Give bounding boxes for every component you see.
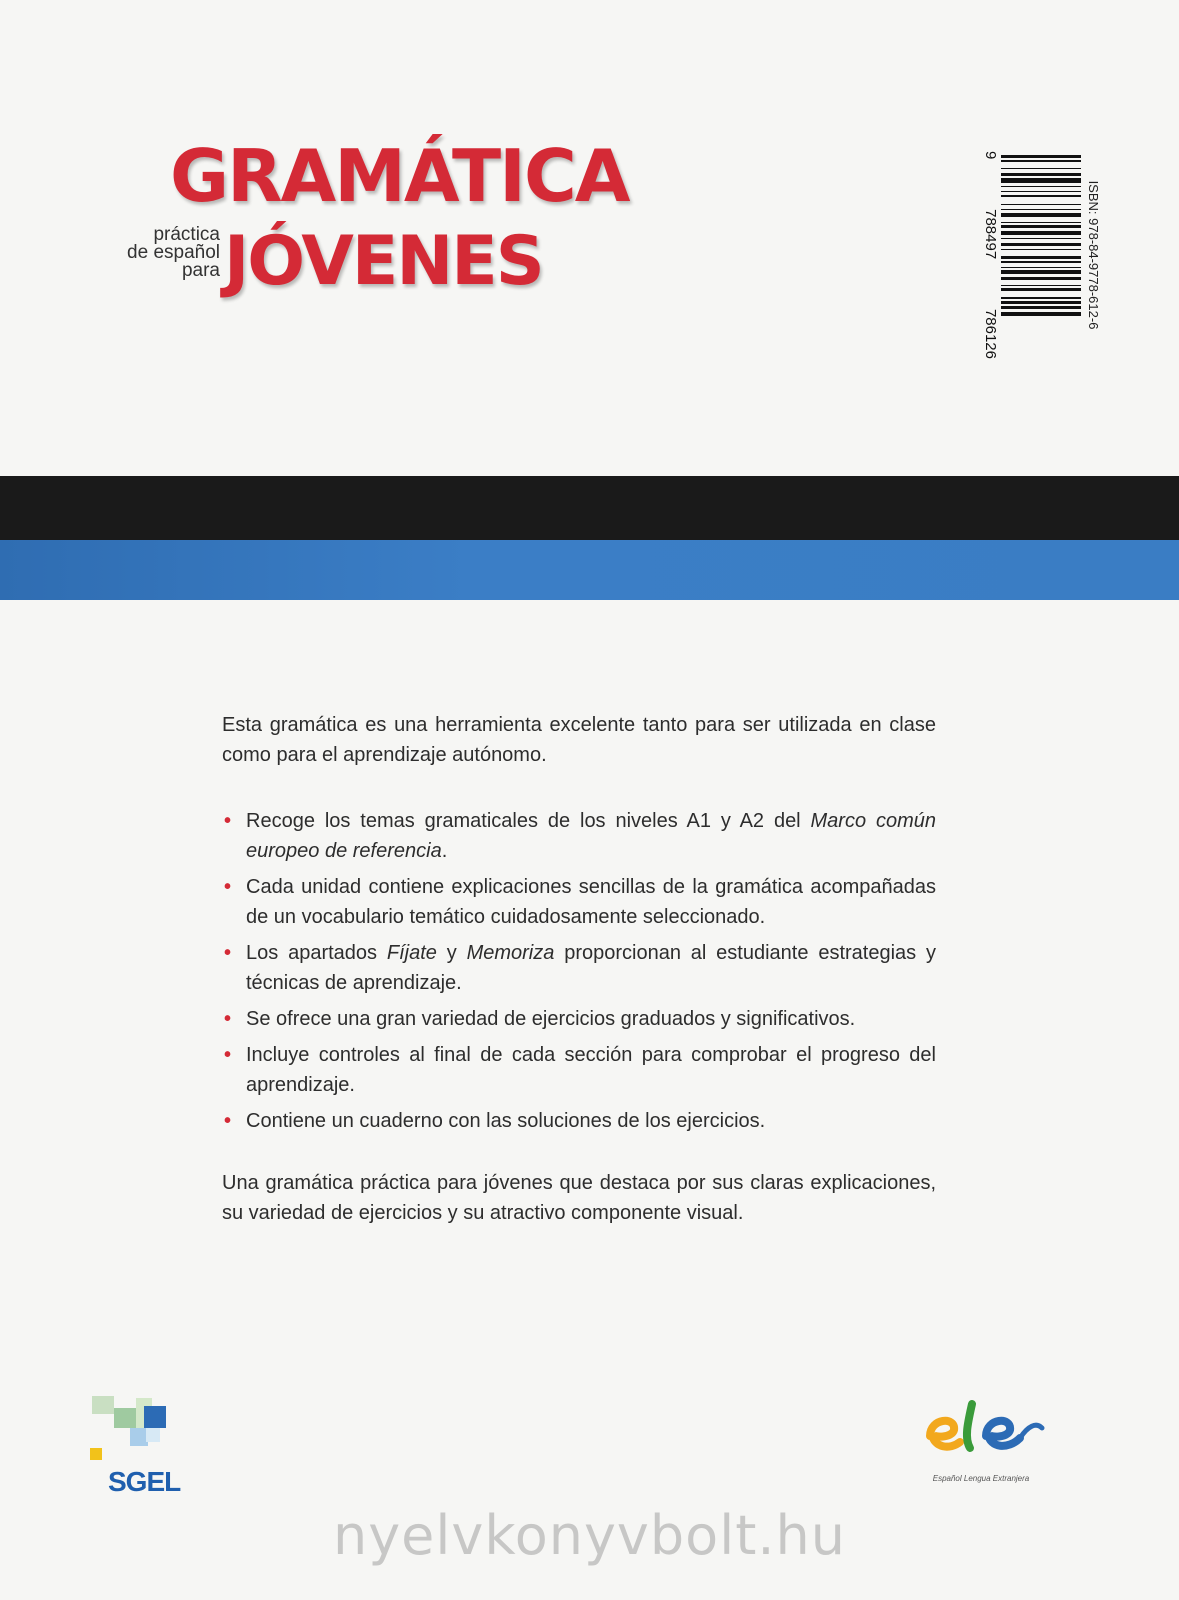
barcode-bar xyxy=(1001,267,1081,268)
barcode-bar xyxy=(1001,243,1081,246)
sgel-wordmark: SGEL xyxy=(108,1466,181,1497)
barcode-bar xyxy=(1001,256,1081,259)
subtitle xyxy=(96,226,220,280)
title-gramatica: GRAMÁTICA xyxy=(170,134,629,218)
barcode-bar xyxy=(1001,155,1081,158)
barcode-bar xyxy=(1001,301,1081,304)
bullet-icon: • xyxy=(224,1008,232,1030)
barcode xyxy=(977,149,1103,361)
barcode-bar xyxy=(1001,312,1081,316)
bullet-icon: • xyxy=(224,876,232,898)
bullet-icon: • xyxy=(224,1044,232,1066)
barcode-bar xyxy=(1001,168,1081,169)
barcode-bar xyxy=(1001,297,1081,298)
barcode-bar xyxy=(1001,277,1081,280)
barcode-digit-group-1: 9 xyxy=(982,151,999,160)
list-item: • Contiene un cuaderno con las soluciones de los ejercicios. xyxy=(222,1106,936,1136)
black-stripe xyxy=(0,476,1179,540)
barcode-bar xyxy=(1001,270,1081,274)
ele-mark-icon xyxy=(916,1386,1046,1466)
barcode-bar xyxy=(1001,160,1081,161)
subtitle-line-1: práctica xyxy=(153,224,220,245)
barcode-bar xyxy=(1001,306,1081,309)
barcode-bar xyxy=(1001,209,1081,210)
ele-caption: Español Lengua Extranjera xyxy=(932,1474,1030,1483)
barcode-bar xyxy=(1001,186,1081,187)
isbn-label: ISBN: 978-84-9778-612-6 xyxy=(1086,180,1101,330)
barcode-digits xyxy=(982,149,999,361)
barcode-bar xyxy=(1001,261,1081,262)
list-item: • Los apartados Fíjate y Memoriza proporcionan al estudiante estrategias y técnicas de aprendizaje. xyxy=(222,938,936,998)
barcode-bar xyxy=(1001,231,1081,235)
description xyxy=(222,710,936,1228)
list-item: • Cada unidad contiene explicaciones sencillas de la gramática acompañadas de un vocabulario temático cuidadosamente seleccionado. xyxy=(222,872,936,932)
list-item: • Se ofrece una gran variedad de ejercicios graduados y significativos. xyxy=(222,1004,936,1034)
barcode-digit-group-2: 788497 xyxy=(982,209,999,260)
barcode-bar xyxy=(1001,191,1081,192)
list-item: • Incluye controles al final de cada sección para comprobar el progreso del aprendizaje. xyxy=(222,1040,936,1100)
barcode-bar xyxy=(1001,288,1081,291)
barcode-bar xyxy=(1001,225,1081,228)
closing-paragraph: Una gramática práctica para jóvenes que destaca por sus claras explicaciones, su variedad de ejercicios y su atractivo componente visual. xyxy=(222,1172,936,1224)
barcode-bar xyxy=(1001,173,1081,176)
bullet-icon: • xyxy=(224,1110,232,1132)
ele-logo xyxy=(916,1386,1056,1496)
subtitle-line-2: de español xyxy=(127,242,220,263)
barcode-bar xyxy=(1001,222,1081,223)
barcode-bar xyxy=(1001,178,1081,182)
title-jovenes: JÓVENES xyxy=(224,222,543,301)
barcode-bar xyxy=(1001,285,1081,286)
barcode-bars xyxy=(1001,155,1081,355)
list-item: • Recoge los temas gramaticales de los niveles A1 y A2 del Marco común europeo de referencia. xyxy=(222,806,936,866)
barcode-bar xyxy=(1001,238,1081,239)
watermark: nyelvkonyvbolt.hu xyxy=(333,1504,846,1567)
barcode-bar xyxy=(1001,195,1081,198)
bullet-icon: • xyxy=(224,810,232,832)
barcode-bar xyxy=(1001,204,1081,205)
barcode-bar xyxy=(1001,213,1081,217)
blue-stripe xyxy=(0,540,1179,600)
subtitle-line-3: para xyxy=(181,260,220,281)
feature-list xyxy=(222,806,936,1136)
bullet-icon: • xyxy=(224,942,232,964)
intro-paragraph: Esta gramática es una herramienta excelente tanto para ser utilizada en clase como para el aprendizaje autónomo. xyxy=(222,714,936,766)
sgel-logo xyxy=(90,1390,200,1500)
barcode-digit-group-3: 786126 xyxy=(982,308,999,359)
barcode-bar xyxy=(1001,249,1081,250)
